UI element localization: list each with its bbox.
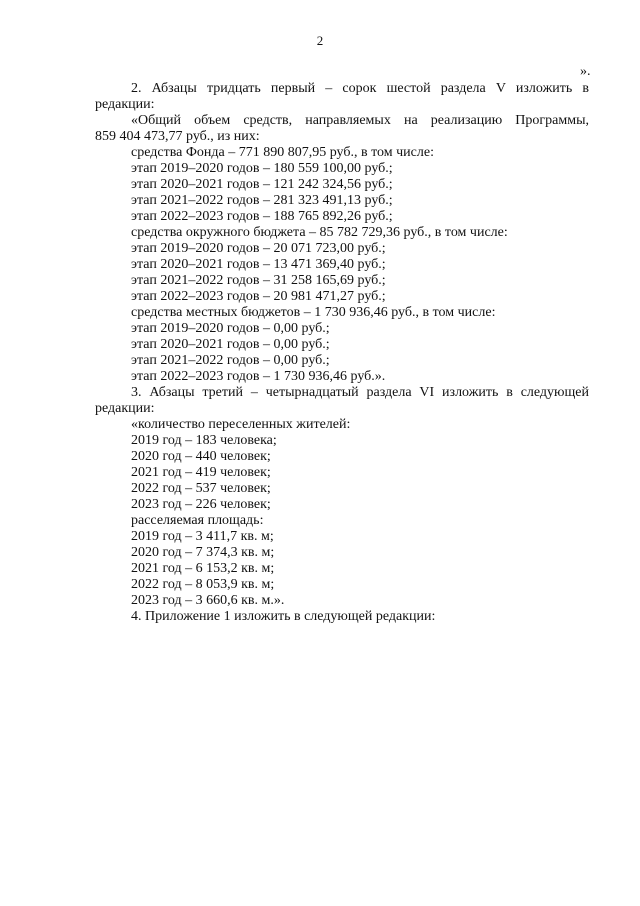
paragraph-3-line: 3. Абзацы третий – четырнадцатый раздела VI изложить в следующей (131, 385, 589, 400)
area-year-line: 2022 год – 8 053,9 кв. м; (131, 577, 275, 592)
fund-stage-line: этап 2020–2021 годов – 121 242 324,56 руб.; (131, 177, 393, 192)
paragraph-3-line: редакции: (95, 401, 155, 416)
area-year-line: 2020 год – 7 374,3 кв. м; (131, 545, 275, 560)
district-budget-line: средства окружного бюджета – 85 782 729,36 руб., в том числе: (131, 225, 508, 240)
local-stage-line: этап 2019–2020 годов – 0,00 руб.; (131, 321, 330, 336)
residents-year-line: 2021 год – 419 человек; (131, 465, 271, 480)
fund-stage-line: этап 2022–2023 годов – 188 765 892,26 руб.; (131, 209, 393, 224)
fund-sources-line: средства Фонда – 771 890 807,95 руб., в том числе: (131, 145, 434, 160)
local-stage-line: этап 2021–2022 годов – 0,00 руб.; (131, 353, 330, 368)
residents-year-line: 2023 год – 226 человек; (131, 497, 271, 512)
district-stage-line: этап 2019–2020 годов – 20 071 723,00 руб.; (131, 241, 386, 256)
local-stage-line: этап 2020–2021 годов – 0,00 руб.; (131, 337, 330, 352)
fund-stage-line: этап 2019–2020 годов – 180 559 100,00 руб.; (131, 161, 393, 176)
quote-intro-line: «Общий объем средств, направляемых на реализацию Программы, (131, 113, 589, 128)
closing-quote-mark: ». (580, 64, 591, 79)
paragraph-2-line: редакции: (95, 97, 155, 112)
fund-stage-line: этап 2021–2022 годов – 281 323 491,13 руб.; (131, 193, 393, 208)
area-year-line: 2023 год – 3 660,6 кв. м.». (131, 593, 285, 608)
area-year-line: 2019 год – 3 411,7 кв. м; (131, 529, 274, 544)
district-stage-line: этап 2022–2023 годов – 20 981 471,27 руб.; (131, 289, 386, 304)
local-budgets-line: средства местных бюджетов – 1 730 936,46 руб., в том числе: (131, 305, 496, 320)
quote-intro-line: 859 404 473,77 руб., из них: (95, 129, 260, 144)
area-year-line: 2021 год – 6 153,2 кв. м; (131, 561, 275, 576)
area-heading-line: расселяемая площадь: (131, 513, 264, 528)
residents-year-line: 2019 год – 183 человека; (131, 433, 277, 448)
district-stage-line: этап 2021–2022 годов – 31 258 165,69 руб.; (131, 273, 386, 288)
document-body (95, 81, 589, 625)
residents-heading-line: «количество переселенных жителей: (131, 417, 351, 432)
district-stage-line: этап 2020–2021 годов – 13 471 369,40 руб.; (131, 257, 386, 272)
paragraph-4-line: 4. Приложение 1 изложить в следующей редакции: (131, 609, 436, 624)
residents-year-line: 2022 год – 537 человек; (131, 481, 271, 496)
paragraph-2-line: 2. Абзацы тридцать первый – сорок шестой раздела V изложить в (131, 81, 589, 96)
residents-year-line: 2020 год – 440 человек; (131, 449, 271, 464)
page-number: 2 (316, 33, 324, 48)
local-stage-line: этап 2022–2023 годов – 1 730 936,46 руб.». (131, 369, 386, 384)
